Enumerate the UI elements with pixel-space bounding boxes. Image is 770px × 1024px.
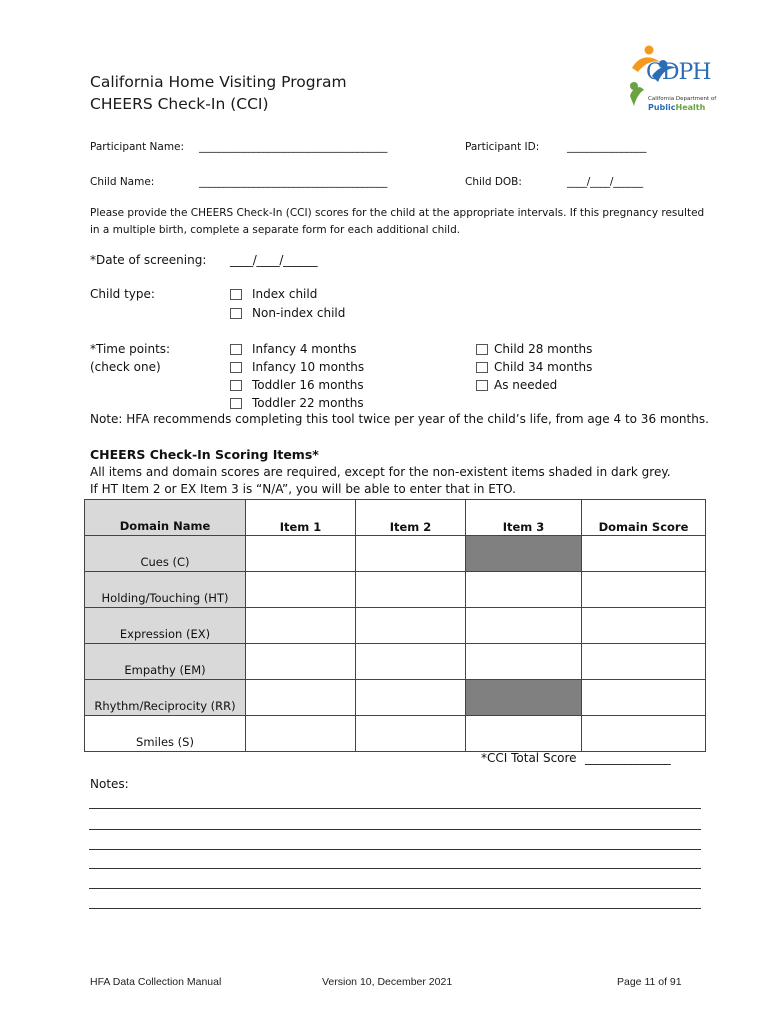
child-dob-field[interactable]: ____/____/______	[567, 176, 643, 188]
checkbox-icon[interactable]	[230, 289, 242, 300]
item1-input-cell[interactable]	[246, 644, 356, 680]
table-row	[85, 608, 706, 644]
checkbox-icon[interactable]	[230, 398, 242, 409]
domain-score-input-cell[interactable]	[582, 716, 706, 752]
checkbox-icon[interactable]	[230, 344, 242, 355]
time-points-label: *Time points: (check one)	[90, 342, 171, 374]
table-row	[85, 644, 706, 680]
child-dob-label: Child DOB:	[465, 176, 522, 188]
notes-line[interactable]	[89, 888, 701, 889]
column-header-item1: Item 1	[246, 500, 356, 536]
scoring-table	[84, 499, 706, 752]
participant-name-label: Participant Name:	[90, 141, 185, 153]
item3-input-cell[interactable]	[466, 572, 582, 608]
instructions-text: Please provide the CHEERS Check-In (CCI) scores for the child at the appropriate intervals. If this pregnancy resulted in a multiple birth, complete a separate form for each additional child.	[90, 207, 705, 236]
participant-id-field[interactable]: ________________	[567, 141, 647, 153]
child-name-field[interactable]: ______________________________________	[199, 176, 388, 188]
column-header-domain-score: Domain Score	[582, 500, 706, 536]
domain-score-input-cell[interactable]	[582, 572, 706, 608]
item1-input-cell[interactable]	[246, 572, 356, 608]
item3-input-cell[interactable]	[466, 644, 582, 680]
item1-input-cell[interactable]	[246, 608, 356, 644]
domain-score-input-cell[interactable]	[582, 608, 706, 644]
logo-subtitle: California Department of	[648, 96, 717, 102]
item3-shaded-cell	[466, 680, 582, 716]
time-point-child-28[interactable]: Child 28 months	[476, 340, 592, 358]
scoring-instructions-1: All items and domain scores are required, except for the non-existent items shaded in dark grey.	[90, 465, 671, 479]
cdph-logo	[622, 40, 717, 116]
checkbox-icon[interactable]	[230, 362, 242, 373]
screening-date-field[interactable]: ____/____/______	[230, 253, 318, 267]
notes-line[interactable]	[89, 808, 701, 809]
item2-input-cell[interactable]	[356, 536, 466, 572]
notes-line[interactable]	[89, 908, 701, 909]
cci-total-field[interactable]: _______________	[585, 751, 671, 765]
checkbox-icon[interactable]	[476, 380, 488, 391]
time-point-as-needed[interactable]: As needed	[476, 376, 557, 394]
item2-input-cell[interactable]	[356, 608, 466, 644]
table-row	[85, 716, 706, 752]
notes-line[interactable]	[89, 868, 701, 869]
table-header-row	[85, 500, 706, 536]
scoring-heading: CHEERS Check-In Scoring Items*	[90, 447, 319, 462]
domain-name-cell: Smiles (S)	[85, 716, 246, 752]
child-type-label: Child type:	[90, 287, 155, 301]
checkbox-icon[interactable]	[230, 308, 242, 319]
participant-name-field[interactable]: ______________________________________	[199, 141, 388, 153]
notes-line[interactable]	[89, 849, 701, 850]
checkbox-icon[interactable]	[476, 344, 488, 355]
domain-name-cell: Holding/Touching (HT)	[85, 572, 246, 608]
time-point-child-34[interactable]: Child 34 months	[476, 358, 592, 376]
program-title: California Home Visiting Program	[90, 73, 347, 91]
item1-input-cell[interactable]	[246, 536, 356, 572]
item2-input-cell[interactable]	[356, 644, 466, 680]
screening-date-label: *Date of screening:	[90, 253, 207, 267]
table-row	[85, 572, 706, 608]
domain-score-input-cell[interactable]	[582, 644, 706, 680]
time-point-infancy-10[interactable]: Infancy 10 months	[230, 358, 364, 376]
domain-name-cell: Rhythm/Reciprocity (RR)	[85, 680, 246, 716]
time-point-toddler-22[interactable]: Toddler 22 months	[230, 394, 364, 412]
footer-version: Version 10, December 2021	[322, 976, 453, 988]
domain-name-cell: Expression (EX)	[85, 608, 246, 644]
item2-input-cell[interactable]	[356, 572, 466, 608]
form-subtitle: CHEERS Check-In (CCI)	[90, 95, 269, 113]
time-point-infancy-4[interactable]: Infancy 4 months	[230, 340, 357, 358]
child-type-option-non-index[interactable]: Non-index child	[230, 304, 345, 322]
column-header-item2: Item 2	[356, 500, 466, 536]
domain-name-cell: Empathy (EM)	[85, 644, 246, 680]
table-row	[85, 536, 706, 572]
form-title	[90, 71, 347, 115]
child-name-label: Child Name:	[90, 176, 155, 188]
domain-name-cell: Cues (C)	[85, 536, 246, 572]
table-row	[85, 680, 706, 716]
participant-id-label: Participant ID:	[465, 141, 540, 153]
time-point-toddler-16[interactable]: Toddler 16 months	[230, 376, 364, 394]
item3-shaded-cell	[466, 536, 582, 572]
logo-public-health: PublicHealth	[648, 103, 706, 112]
domain-score-input-cell[interactable]	[582, 536, 706, 572]
column-header-item3: Item 3	[466, 500, 582, 536]
footer-manual: HFA Data Collection Manual	[90, 976, 222, 988]
domain-score-input-cell[interactable]	[582, 680, 706, 716]
item1-input-cell[interactable]	[246, 680, 356, 716]
item3-input-cell[interactable]	[466, 608, 582, 644]
notes-line[interactable]	[89, 829, 701, 830]
logo-letters: CDPH	[646, 60, 711, 85]
footer-page-number: Page 11 of 91	[617, 976, 682, 988]
checkbox-icon[interactable]	[476, 362, 488, 373]
column-header-domain: Domain Name	[85, 500, 246, 536]
item3-input-cell[interactable]	[466, 716, 582, 752]
child-type-option-index[interactable]: Index child	[230, 285, 317, 303]
hfa-note: Note: HFA recommends completing this tool twice per year of the child’s life, from age 4 to 36 months.	[90, 412, 709, 426]
item2-input-cell[interactable]	[356, 716, 466, 752]
scoring-instructions-2: If HT Item 2 or EX Item 3 is “N/A”, you will be able to enter that in ETO.	[90, 482, 516, 496]
cci-total-label: *CCI Total Score	[481, 751, 577, 765]
item1-input-cell[interactable]	[246, 716, 356, 752]
notes-label: Notes:	[90, 777, 129, 791]
checkbox-icon[interactable]	[230, 380, 242, 391]
item2-input-cell[interactable]	[356, 680, 466, 716]
